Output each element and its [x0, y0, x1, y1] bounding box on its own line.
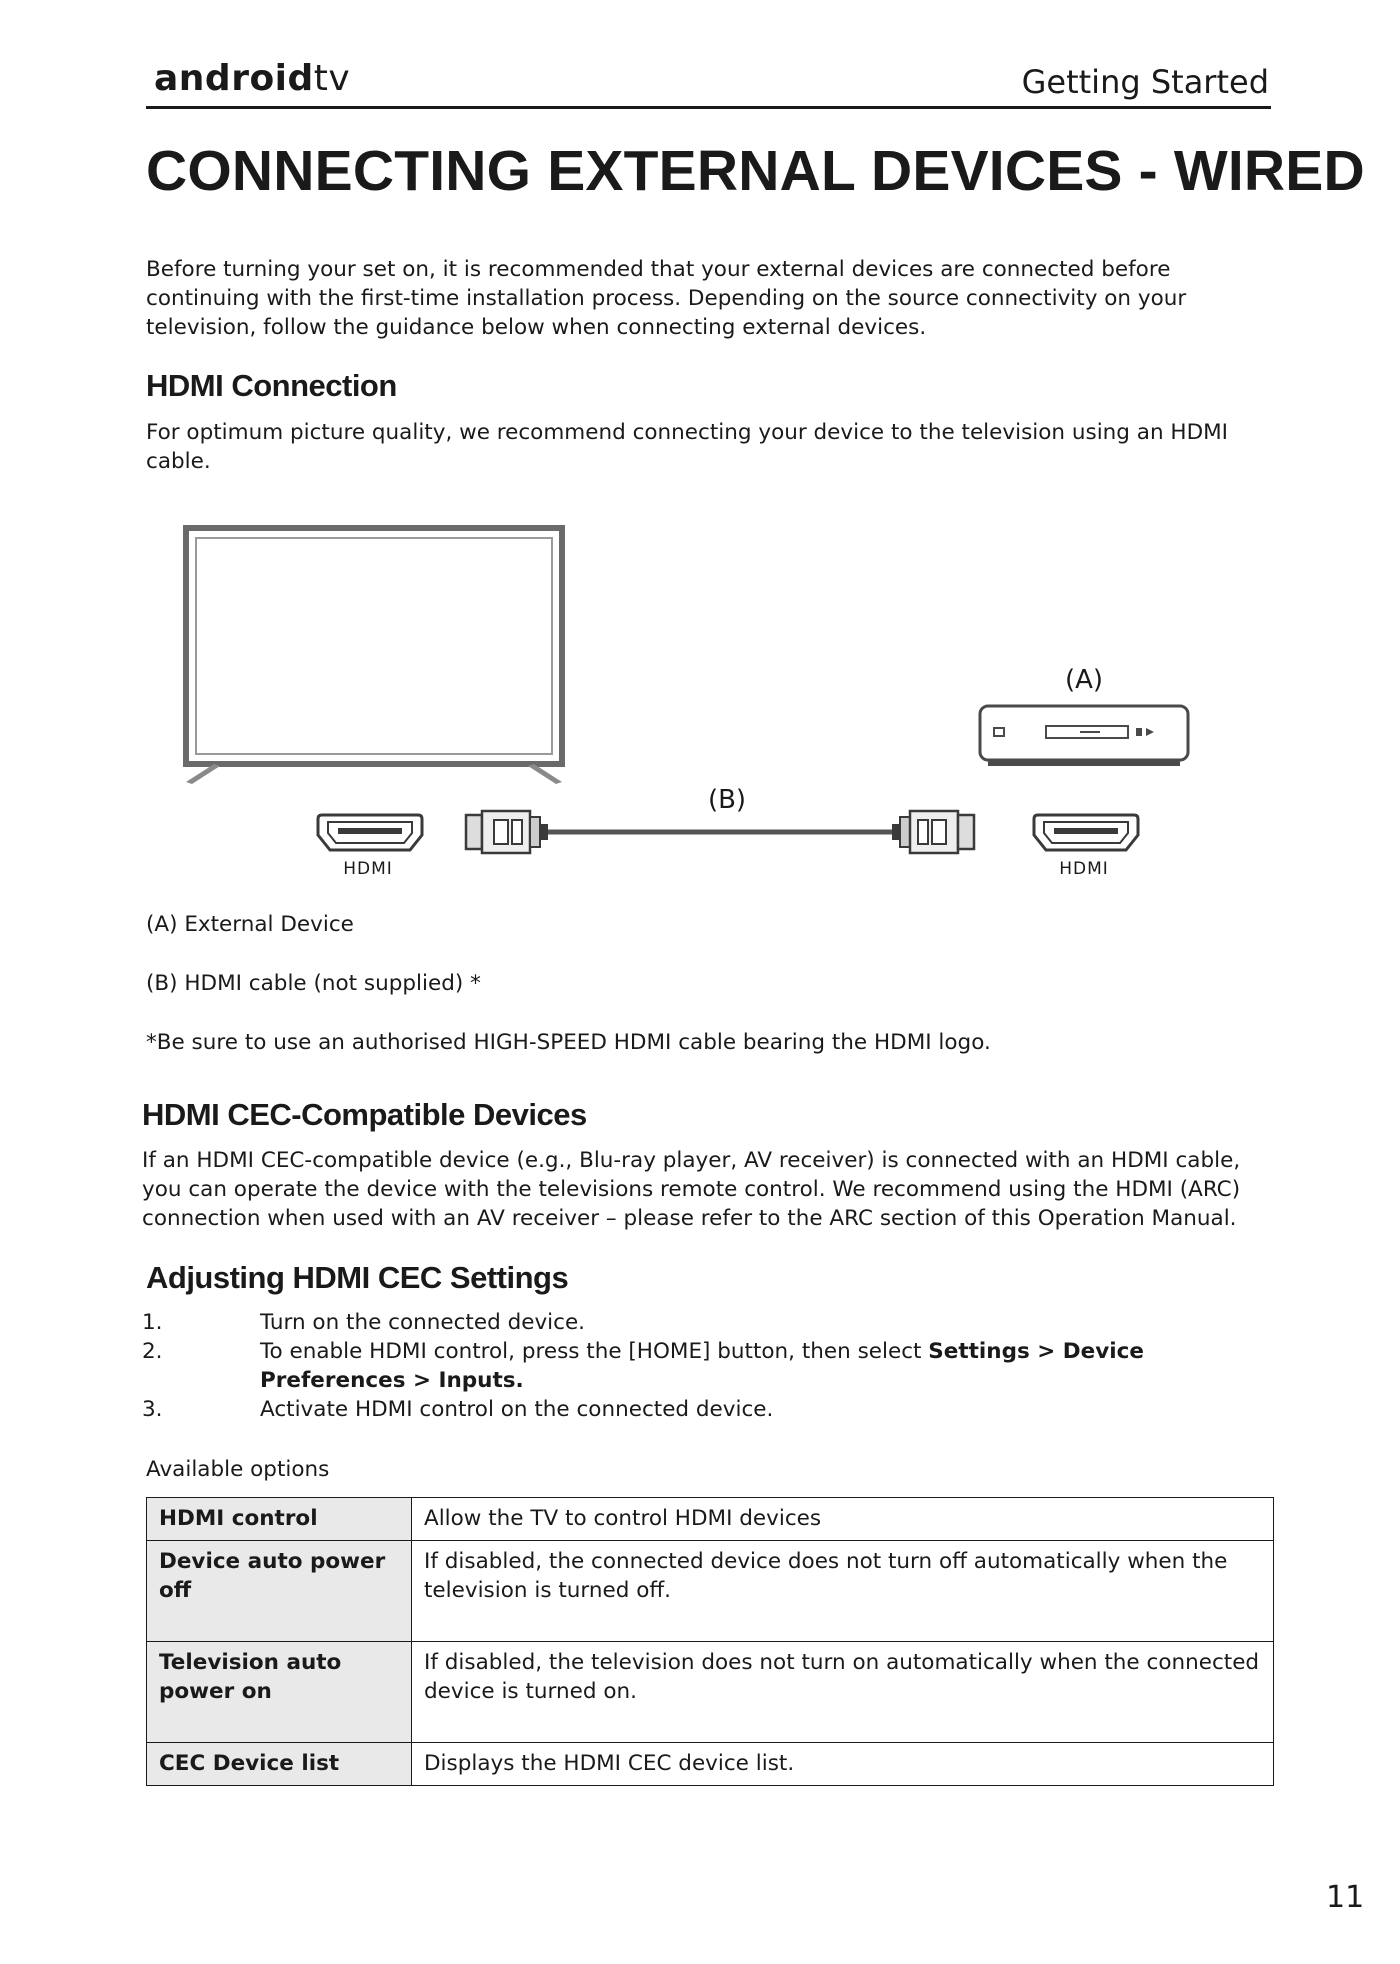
hdmi-plug-right-icon: [892, 811, 974, 853]
list-item: [142, 1337, 1282, 1395]
option-name: HDMI control: [147, 1498, 412, 1541]
list-item: [142, 1395, 1282, 1424]
option-description: If disabled, the connected device does not turn off automatically when the television is turned off.: [412, 1541, 1274, 1642]
step-number: 2.: [142, 1339, 163, 1364]
intro-paragraph: Before turning your set on, it is recommended that your external devices are connected before continuing with the first-time installation process. Depending on the source connectivity on your television, follow the guidance below when connecting external devices.: [146, 257, 1187, 340]
legend-a: (A) External Device: [146, 912, 354, 937]
diagram-svg: [170, 510, 1210, 880]
option-name: CEC Device list: [147, 1743, 412, 1786]
logo-light-text: tv: [313, 58, 351, 99]
adjusting-heading: Adjusting HDMI CEC Settings: [146, 1260, 569, 1295]
section-name: Getting Started: [1021, 63, 1269, 101]
page-number: 11: [1326, 1880, 1365, 1915]
android-tv-logo: [154, 58, 350, 99]
label-a: (A): [1064, 665, 1104, 695]
step-text: To enable HDMI control, press the [HOME] button, then select: [260, 1339, 929, 1364]
hdmi-connection-text: For optimum picture quality, we recommend connecting your device to the television using an HDMI cable.: [146, 420, 1229, 474]
page-title: CONNECTING EXTERNAL DEVICES - WIRED: [146, 139, 1365, 203]
cec-text: If an HDMI CEC-compatible device (e.g., Blu-ray player, AV receiver) is connected with an HDMI cable, you can operate the device with the televisions remote control. We recommend using the HDMI (ARC) connection when used with an AV receiver – please refer to the ARC section of this Operation Manual.: [142, 1148, 1241, 1231]
hdmi-port-left-icon: [318, 815, 422, 850]
hdmi-plug-left-icon: [466, 811, 548, 853]
table-row: [147, 1642, 1274, 1743]
step-number: 3.: [142, 1397, 163, 1422]
step-text: Turn on the connected device.: [260, 1310, 586, 1335]
option-name: Device auto power off: [147, 1541, 412, 1642]
hdmi-connection-heading: HDMI Connection: [146, 368, 397, 403]
available-options-label: Available options: [146, 1457, 330, 1482]
option-description: Displays the HDMI CEC device list.: [412, 1743, 1274, 1786]
page-header: [146, 58, 1271, 109]
step-number: 1.: [142, 1310, 163, 1335]
external-device-illustration: [980, 706, 1188, 766]
list-item: [142, 1308, 1282, 1337]
tv-illustration: [186, 528, 562, 784]
table-row: [147, 1541, 1274, 1642]
logo-bold-text: android: [154, 58, 314, 99]
option-name: Television auto power on: [147, 1642, 412, 1743]
step-text: Activate HDMI control on the connected device.: [260, 1397, 774, 1422]
hdmi-connection-diagram: [170, 510, 1210, 884]
port-left-label: HDMI: [343, 859, 393, 879]
cable-note: *Be sure to use an authorised HIGH-SPEED HDMI cable bearing the HDMI logo.: [146, 1030, 991, 1055]
port-right-label: HDMI: [1059, 859, 1109, 879]
hdmi-port-right-icon: [1034, 815, 1138, 850]
table-row: [147, 1498, 1274, 1541]
table-row: [147, 1743, 1274, 1786]
option-description: Allow the TV to control HDMI devices: [412, 1498, 1274, 1541]
label-b: (B): [707, 785, 747, 815]
cec-heading: HDMI CEC-Compatible Devices: [142, 1097, 587, 1132]
options-table: [146, 1497, 1274, 1786]
option-description: If disabled, the television does not turn on automatically when the connected device is turned on.: [412, 1642, 1274, 1743]
menu-path: Settings > Device Preferences > Inputs.: [260, 1339, 1144, 1393]
steps-list: [142, 1308, 1282, 1424]
legend-b: (B) HDMI cable (not supplied) *: [146, 971, 481, 996]
